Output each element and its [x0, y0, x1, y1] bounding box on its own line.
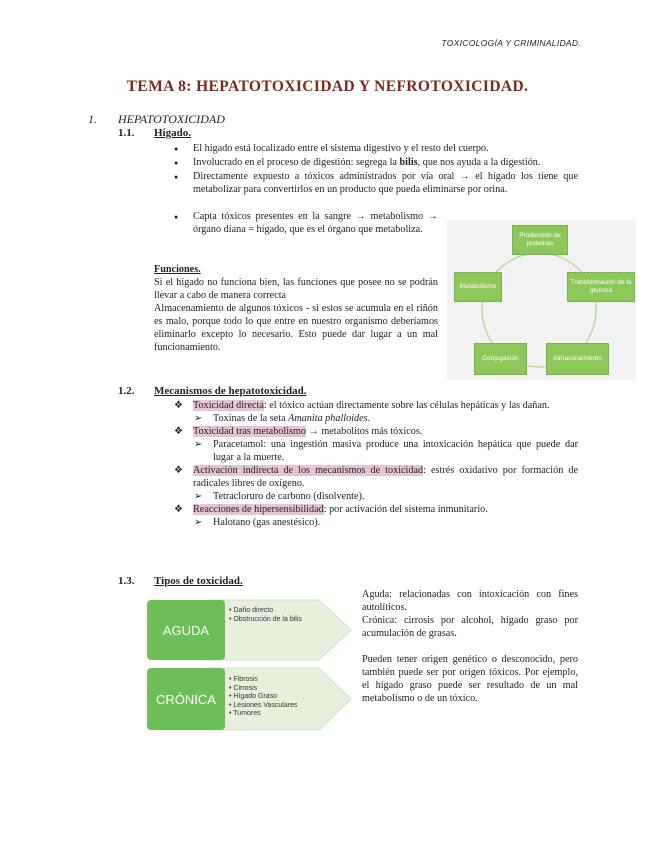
diamond-bullet-icon: ❖	[174, 426, 183, 437]
functions-para-2: Almacenamiento de algunos tóxicos - si estos se acumula en el riñón es malo, porque todo lo que entre en nuestro organismo deberíamos eliminarlo excepto lo necesario. Esto puede dar lugar a un mal funcionamiento.	[154, 303, 438, 353]
page-title: TEMA 8: HEPATOTOXICIDAD Y NEFROTOXICIDAD.	[126, 78, 529, 95]
acute-item: • Daño directo	[229, 607, 274, 614]
subsection-heading-1-2	[118, 385, 306, 397]
subsection-number: 1.2.	[118, 385, 135, 397]
functions-block	[154, 263, 438, 354]
section-label: HEPATOTOXICIDAD	[118, 112, 225, 126]
mechanism-indirect-example: ➢ Tetracloruro de carbono (disolvente).	[194, 491, 365, 502]
toxicity-types-diagram	[145, 596, 353, 734]
acute-description: Aguda: relacionadas con intoxicación con fines autolíticos.	[362, 589, 578, 613]
chronic-item: • Cirrosis	[229, 684, 258, 692]
toxicity-types-text	[362, 588, 578, 705]
subsection-heading-1-3	[118, 575, 243, 587]
acute-label: AGUDA	[147, 600, 225, 660]
mechanism-hypersensitivity-example: ➢ Halotano (gas anestésico).	[194, 517, 321, 528]
origin-description: Pueden tener origen genético o desconocido, pero también puede ser por origen tóxicos. Por ejemplo, el hígado graso puede ser resultado de un mal metabolismo o de un tóxico.	[362, 654, 578, 704]
chronic-item: • Hígado Graso	[229, 693, 277, 700]
section-number: 1.	[88, 112, 97, 126]
acute-item: • Obstrucción de la bilis	[229, 615, 302, 623]
arrow-bullet-icon: ➢	[194, 413, 203, 424]
section-heading-1	[88, 112, 225, 127]
liver-functions-cycle-diagram	[447, 220, 636, 380]
liver-bullets-bottom	[174, 210, 438, 237]
functions-title: Funciones.	[154, 264, 201, 275]
mechanism-metabolism: ❖ Toxicidad tras metabolismo → metabolitos más tóxicos.	[174, 426, 423, 437]
bullet-oral-exposure: ● Directamente expuesto a tóxicos administrados por vía oral → el hígado los tiene que metabolizar para convertirlos en un producto que pueda eliminarse por orina.	[174, 170, 578, 196]
chronic-items	[229, 676, 297, 719]
mechanism-metabolism-example: ➢ Paracetamol: una ingestión masiva produce una intoxicación hepática que puede dar lugar a la muerte.	[194, 439, 578, 463]
diamond-bullet-icon: ❖	[174, 400, 183, 411]
diamond-bullet-icon: ❖	[174, 465, 183, 476]
subsection-number: 1.3.	[118, 575, 135, 587]
chronic-description: Crónica: cirrosis por alcohol, hígado graso por acumulación de grasas.	[362, 615, 578, 639]
subsection-label: Mecanismos de hepatotoxicidad.	[154, 385, 307, 397]
subsection-number: 1.1.	[118, 127, 135, 139]
liver-bullets-top	[174, 142, 578, 197]
subsection-heading-1-1	[118, 127, 191, 139]
subsection-label: Hígado.	[154, 127, 191, 139]
chronic-item: • Tumores	[229, 710, 261, 717]
cycle-node-glucose: Transformación de la glucosa	[567, 272, 635, 302]
mechanism-hypersensitivity: ❖ Reacciones de hipersensibilidad: por activación del sistema inmunitario.	[174, 504, 488, 515]
acute-items	[229, 607, 302, 624]
arrow-bullet-icon: ➢	[194, 517, 203, 528]
cycle-node-conjugation: Conjugación	[474, 343, 527, 375]
arrow-bullet-icon: ➢	[194, 439, 203, 450]
bullet-capture: ● Capta tóxicos presentes en la sangre → metabolismo → órgano diana = hígado, que es el órgano que metaboliza.	[174, 210, 438, 236]
chronic-item: • Fibrosis	[229, 676, 258, 683]
cycle-node-metabolism: Metabolismo	[454, 272, 502, 302]
cycle-node-storage: Almacenamiento	[546, 343, 609, 375]
cycle-node-protein: Producción de proteínas	[512, 225, 568, 255]
chronic-item: • Lesiones Vasculares	[229, 701, 298, 709]
functions-para-1: Si el hígado no funciona bien, las funciones que posee no se podrán llevar a cabo de manera correcta	[154, 277, 438, 301]
chronic-label: CRÓNICA	[147, 668, 225, 730]
subsection-label: Tipos de toxicidad.	[154, 575, 243, 587]
bullet-digestion: ● Involucrado en el proceso de digestión: segrega la bilis, que nos ayuda a la digestión.	[174, 156, 578, 169]
mechanism-direct: ❖ Toxicidad directa: el tóxico actúan directamente sobre las células hepáticas y las dañan.	[174, 400, 550, 411]
arrow-bullet-icon: ➢	[194, 491, 203, 502]
mechanism-indirect: ❖ Activación indirecta de los mecanismos de toxicidad: estrés oxidativo por formación de radicales libres de oxígeno.	[174, 465, 578, 489]
running-header: TOXICOLOGÍA Y CRIMINALIDAD.	[441, 38, 581, 48]
mechanisms-list	[174, 399, 578, 529]
diamond-bullet-icon: ❖	[174, 504, 183, 515]
bullet-location: ● El hígado está localizado entre el sistema digestivo y el resto del cuerpo.	[174, 142, 578, 155]
mechanism-direct-example: ➢ Toxinas de la seta Amanita phalloides.	[194, 413, 371, 424]
